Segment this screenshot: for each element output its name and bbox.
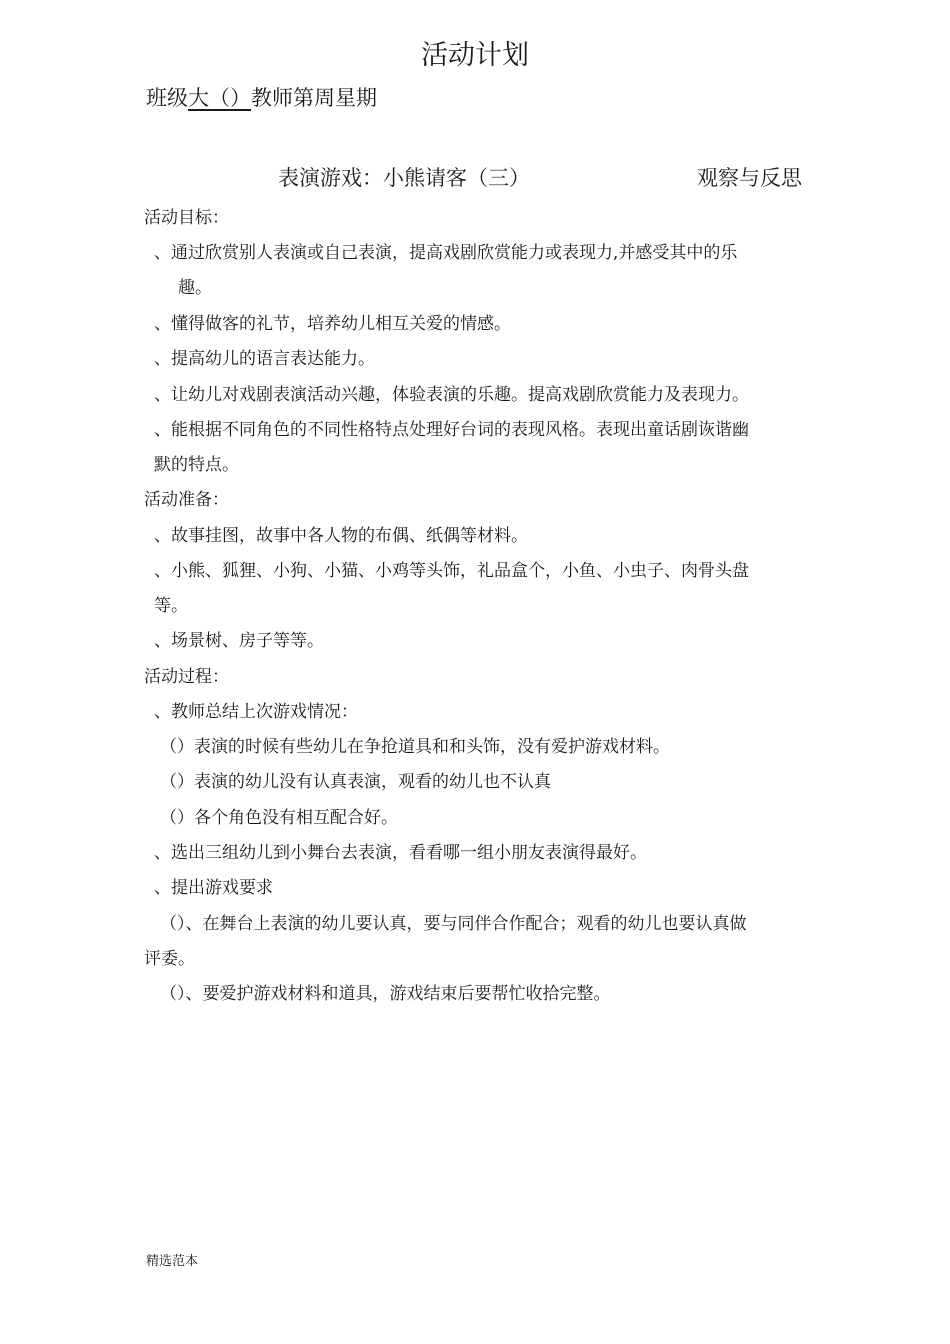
section-heading-goals: 活动目标： [144, 208, 229, 228]
text-line: 、教师总结上次游戏情况： [154, 702, 358, 722]
teacher-week-label: 教师第周星期 [251, 86, 377, 110]
text-line: （）表演的幼儿没有认真表演，观看的幼儿也不认真 [160, 772, 551, 792]
class-value: 大（） [188, 86, 251, 110]
observation-heading: 观察与反思 [697, 166, 802, 190]
text-line: 、懂得做客的礼节，培养幼儿相互关爱的情感。 [154, 314, 511, 334]
text-line: 、选出三组幼儿到小舞台去表演，看看哪一组小朋友表演得最好。 [154, 843, 647, 863]
text-line: （）、在舞台上表演的幼儿要认真，要与同伴合作配合；观看的幼儿也要认真做 [160, 914, 747, 934]
section-heading-process: 活动过程： [144, 667, 229, 687]
text-line: （）表演的时候有些幼儿在争抢道具和和头饰，没有爱护游戏材料。 [160, 737, 670, 757]
text-line: 、场景树、房子等等。 [154, 631, 324, 651]
section-heading-preparation: 活动准备： [144, 490, 229, 510]
text-line: 、让幼儿对戏剧表演活动兴趣，体验表演的乐趣。提高戏剧欣赏能力及表现力。 [154, 385, 749, 405]
class-label: 班级 [146, 86, 188, 110]
text-line: 默的特点。 [154, 455, 239, 475]
text-line: （）、要爱护游戏材料和道具，游戏结束后要帮忙收拾完整。 [160, 984, 611, 1004]
text-line: 趣。 [178, 278, 212, 298]
text-line: （）各个角色没有相互配合好。 [160, 808, 398, 828]
text-line: 、提高幼儿的语言表达能力。 [154, 349, 375, 369]
text-line: 评委。 [144, 949, 195, 969]
text-line: 、能根据不同角色的不同性格特点处理好台词的表现风格。表现出童话剧诙谐幽 [154, 420, 749, 440]
footer-text: 精选范本 [146, 1254, 199, 1269]
text-line: 、通过欣赏别人表演或自己表演，提高戏剧欣赏能力或表现力,并感受其中的乐 [154, 243, 738, 263]
class-info-line [146, 82, 377, 112]
page-title: 活动计划 [421, 40, 529, 71]
activity-subtitle: 表演游戏：小熊请客（三） [278, 166, 530, 190]
text-line: 等。 [154, 596, 188, 616]
text-line: 、故事挂图，故事中各人物的布偶、纸偶等材料。 [154, 526, 528, 546]
text-line: 、提出游戏要求 [154, 878, 273, 898]
text-line: 、小熊、狐狸、小狗、小猫、小鸡等头饰，礼品盒个，小鱼、小虫子、肉骨头盘 [154, 561, 749, 581]
